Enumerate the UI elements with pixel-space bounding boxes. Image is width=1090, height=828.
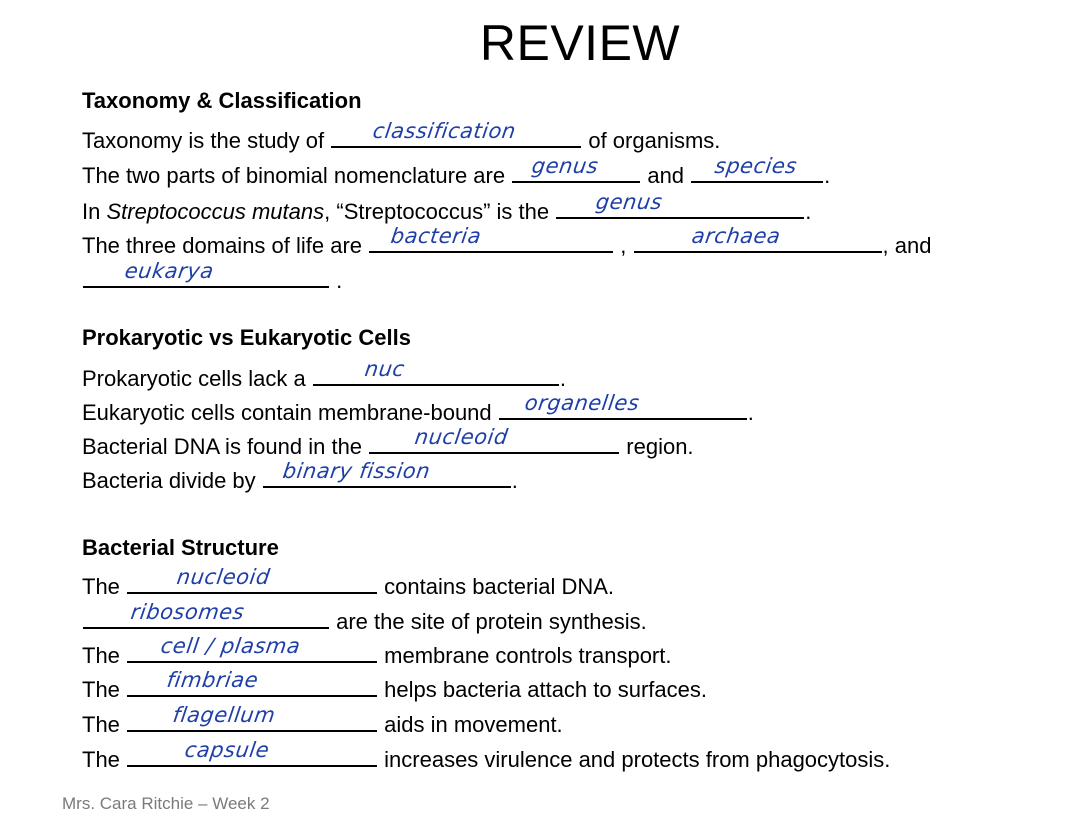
line-text: The [82, 712, 127, 737]
line-text: The three domains of life are [82, 233, 369, 258]
handwritten-answer: classification [371, 119, 518, 143]
line-text: , “Streptococcus” is the [324, 199, 556, 224]
page-title: REVIEW [479, 15, 681, 71]
handwritten-answer: genus [594, 190, 665, 214]
structure-line-6 [82, 738, 891, 774]
line-text: In [82, 199, 107, 224]
line-text: Eukaryotic cells contain membrane-bound [82, 400, 498, 425]
line-text: Prokaryotic cells lack a [82, 366, 312, 391]
answer-blank [263, 459, 511, 488]
answer-blank [83, 259, 329, 288]
line-text: contains bacterial DNA. [378, 574, 615, 599]
handwritten-answer: nucleoid [175, 565, 272, 589]
line-text: membrane controls transport. [378, 643, 672, 668]
answer-blank [83, 600, 329, 629]
handwritten-answer: nucleoid [413, 425, 510, 449]
answer-blank [691, 154, 823, 183]
line-text: helps bacteria attach to surfaces. [378, 677, 707, 702]
line-text: of organisms. [582, 128, 721, 153]
handwritten-answer: binary fission [281, 459, 432, 483]
line-text: Bacteria divide by [82, 468, 262, 493]
answer-blank [512, 154, 640, 183]
taxonomy-line-1 [82, 119, 721, 155]
section-heading-cells: Prokaryotic vs Eukaryotic Cells [82, 325, 411, 350]
species-name: Streptococcus mutans [106, 199, 325, 224]
handwritten-answer: species [713, 154, 799, 178]
taxonomy-line-4 [82, 224, 932, 260]
handwritten-answer: cell / plasma [159, 634, 303, 658]
line-text: , [614, 233, 633, 258]
answer-blank [313, 357, 559, 386]
handwritten-answer: flagellum [171, 703, 277, 727]
footer-author: Mrs. Cara Ritchie – Week 2 [62, 794, 270, 813]
line-text: The [82, 574, 127, 599]
structure-line-5 [82, 703, 563, 739]
line-text: . [559, 366, 566, 391]
line-text: . [511, 468, 518, 493]
handwritten-answer: fimbriae [165, 668, 260, 692]
line-text: . [330, 268, 343, 293]
line-text: are the site of protein synthesis. [330, 609, 647, 634]
taxonomy-line-2 [82, 154, 831, 190]
answer-blank [369, 224, 613, 253]
structure-line-4 [82, 668, 707, 704]
line-text: . [824, 163, 831, 188]
line-text: . [747, 400, 754, 425]
cells-line-4 [82, 459, 518, 495]
answer-blank [127, 668, 377, 697]
answer-blank [127, 703, 377, 732]
handwritten-answer: genus [530, 154, 601, 178]
section-heading-structure: Bacterial Structure [82, 535, 279, 560]
line-text: The two parts of binomial nomenclature are [82, 163, 512, 188]
line-text: The [82, 643, 127, 668]
answer-blank [127, 634, 377, 663]
section-heading-taxonomy: Taxonomy & Classification [82, 88, 362, 113]
answer-blank [127, 565, 377, 594]
handwritten-answer: eukarya [123, 259, 216, 283]
line-text: aids in movement. [378, 712, 563, 737]
structure-line-1 [82, 565, 615, 601]
line-text: The [82, 677, 127, 702]
line-text: The [82, 747, 127, 772]
handwritten-answer: bacteria [389, 224, 484, 248]
handwritten-answer: archaea [689, 224, 782, 248]
cells-line-1 [82, 357, 566, 393]
line-text: increases virulence and protects from phagocytosis. [378, 747, 891, 772]
answer-blank [127, 738, 377, 767]
handwritten-answer: organelles [523, 391, 641, 415]
line-text: Taxonomy is the study of [82, 128, 331, 153]
answer-blank [634, 224, 882, 253]
answer-blank [556, 190, 804, 219]
line-text: . [805, 199, 812, 224]
line-text: Bacterial DNA is found in the [82, 434, 369, 459]
line-text: and [641, 163, 691, 188]
handwritten-answer: nuc [363, 357, 407, 381]
answer-blank [331, 119, 581, 148]
line-text: , and [882, 233, 932, 258]
taxonomy-line-5 [82, 259, 343, 295]
handwritten-answer: ribosomes [129, 600, 246, 624]
answer-blank [369, 425, 619, 454]
answer-blank [499, 391, 747, 420]
handwritten-answer: capsule [183, 738, 271, 762]
line-text: region. [620, 434, 694, 459]
